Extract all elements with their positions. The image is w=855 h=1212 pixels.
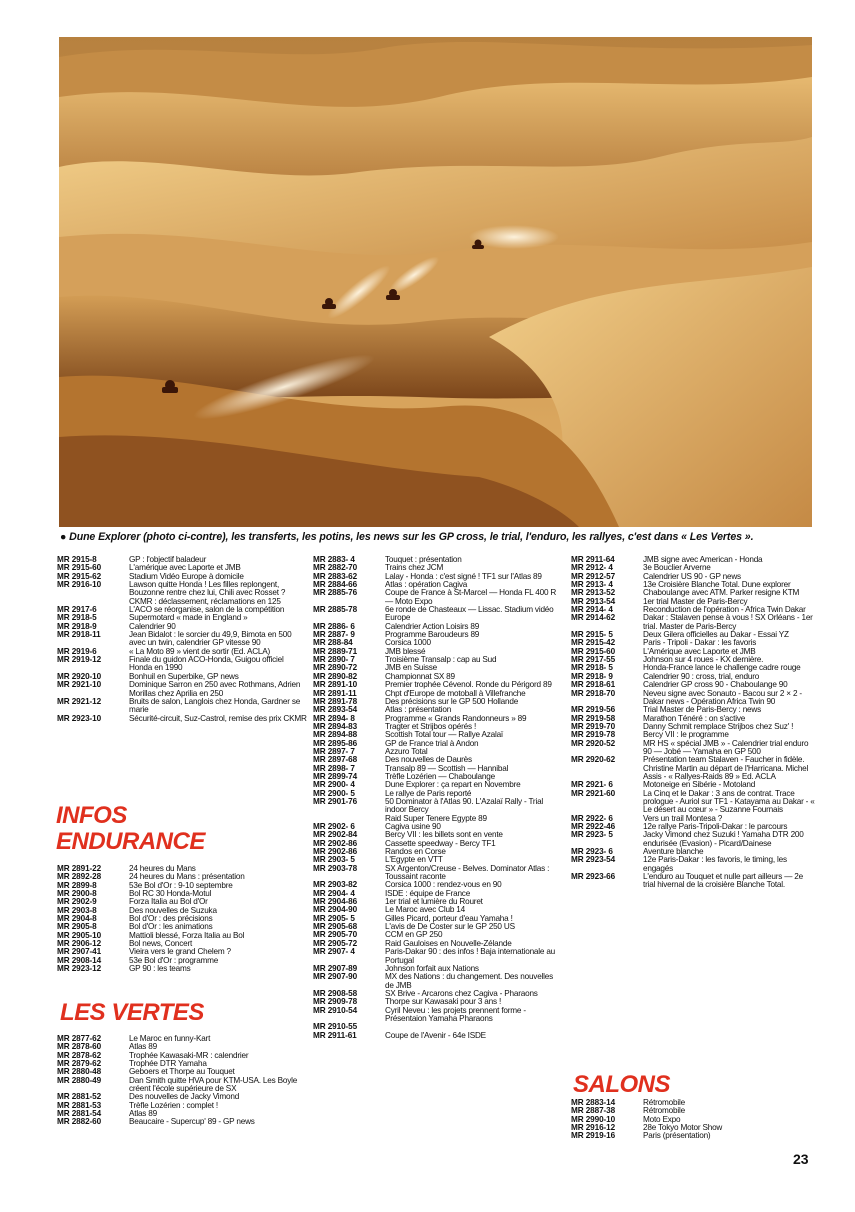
page-number: 23 <box>793 1151 809 1167</box>
article-title: Lawson quitte Honda ! Les filles replongent, Bouzonne rentre chez lui, Chili avec Rosset ? CKMR : déclassement, réclamations en 125 <box>129 580 286 606</box>
article-title: « La Moto 89 » vient de sortir (Ed. ACLA) <box>129 646 271 656</box>
issue-code: MR 2885-78 <box>313 605 358 615</box>
issue-code: MR 2886- 6 <box>313 621 355 631</box>
issue-code: MR 2920-52 <box>571 738 616 748</box>
infos-heading-line2: ENDURANCE <box>56 828 205 855</box>
article-title: Calendrier US 90 - GP news <box>643 571 741 581</box>
issue-code: MR 2890-82 <box>313 671 358 681</box>
article-title: L'enduro au Touquet et nulle part ailleurs — 2e trial hivernal de la croisière Blanche Total. <box>643 872 803 890</box>
article-title: Rétromobile <box>643 1106 685 1116</box>
article-title: Programme « Grands Randonneurs » 89 <box>385 713 527 723</box>
article-title: Corsica 1000 : rendez-vous en 90 <box>385 880 502 890</box>
article-title: SX Argenton/Creuse - Belves. Dominator Atlas : Toussaint raconte <box>385 863 550 882</box>
article-title: Dune Explorer : ça repart en Novembre <box>385 780 521 790</box>
article-title: La Cinq et le Dakar : 3 ans de contrat. Trace prologue - Auriol sur TF1 - Katayama au Dakar - « Le désert au cœur » - Suzanne Fournais <box>643 788 815 815</box>
article-title: Paris (présentation) <box>643 1131 711 1141</box>
issue-code: MR 2899-74 <box>313 771 358 781</box>
article-title: Atlas 89 <box>129 1109 157 1119</box>
issue-code: MR 2900- 4 <box>313 780 355 790</box>
article-title: Le Maroc en funny-Kart <box>129 1034 211 1043</box>
issue-code: MR 2917-6 <box>57 605 97 615</box>
issue-code: MR 2923- 6 <box>571 847 613 857</box>
list-item <box>313 606 563 623</box>
article-title: 50 Dominator à l'Atlas 90. L'Azalaï Rally - Trial indoor Bercy <box>385 796 544 815</box>
article-title: L'amérique avec Laporte et JMB <box>129 563 241 573</box>
column-3-list <box>571 556 816 890</box>
article-title: JMB signe avec American - Honda <box>643 555 763 564</box>
article-title: Atlas : présentation <box>385 705 452 715</box>
article-title: Premier trophée Cévenol. Ronde du Périgord 89 <box>385 680 552 690</box>
issue-code: MR 2916-12 <box>571 1123 616 1133</box>
issue-code: MR 2901-76 <box>313 796 358 806</box>
issue-code: MR 2879-62 <box>57 1059 102 1069</box>
article-title: Cassette speedway - Bercy TF1 <box>385 838 496 848</box>
article-title: Moto Expo <box>643 1114 681 1124</box>
issue-code: MR 2922- 6 <box>571 813 613 823</box>
issue-code: MR 2904-8 <box>57 914 97 924</box>
issue-code: MR 2919-6 <box>57 646 97 656</box>
issue-code: MR 2905-10 <box>57 930 102 940</box>
issue-code: MR 2923-10 <box>57 713 102 723</box>
article-title: Trial Master de Paris-Bercy : news <box>643 705 762 715</box>
article-title: Des précisions sur le GP 500 Hollande <box>385 696 519 706</box>
article-title: Thorpe sur Kawasaki pour 3 ans ! <box>385 997 502 1007</box>
article-title: 1er trial Master de Paris-Bercy <box>643 596 748 606</box>
issue-code: MR 2921-10 <box>57 680 102 690</box>
list-item <box>571 690 816 707</box>
article-title: MR HS « spécial JMB » - Calendrier trial enduro 90 — Jobé — Yamaha en GP 500 <box>643 738 809 756</box>
article-title: GP 90 : les teams <box>129 964 191 974</box>
issue-code: MR 2902-9 <box>57 897 97 907</box>
issue-code: MR 2914- 4 <box>571 605 613 615</box>
article-title: Supermotard « made in England » <box>129 613 248 623</box>
issue-code: MR 2918- 9 <box>571 671 613 681</box>
issue-code: MR 2915- 5 <box>571 630 613 640</box>
article-title: Cagiva usine 90 <box>385 822 441 831</box>
issue-code: MR 2921-12 <box>57 696 102 706</box>
article-title: 3e Bouclier Arverne <box>643 563 711 573</box>
list-item <box>57 1077 307 1094</box>
issue-code: MR 2905-8 <box>57 922 97 932</box>
article-title: GP de France trial à Andon <box>385 738 479 748</box>
article-title: Randos en Corse <box>385 847 446 857</box>
issue-code: MR 2914-62 <box>571 613 616 623</box>
list-item <box>313 948 563 965</box>
article-title: Rétromobile <box>643 1098 685 1107</box>
article-title: Raid Super Tenere Egypte 89 <box>385 813 487 823</box>
article-title: Championnat SX 89 <box>385 671 455 681</box>
issue-code: MR 2891-78 <box>313 696 358 706</box>
issue-code: MR 2910-55 <box>313 1022 358 1032</box>
issue-code: MR 2910-54 <box>313 1005 358 1015</box>
issue-code: MR 2890- 7 <box>313 655 355 665</box>
article-title: Transalp 89 — Scottish — Hannibal <box>385 763 509 773</box>
issue-code: MR 2909-78 <box>313 997 358 1007</box>
issue-code: MR 2902-86 <box>313 847 358 857</box>
article-title: Troisième Transalp : cap au Sud <box>385 655 497 665</box>
list-item <box>571 856 816 873</box>
article-title: Azzuro Total <box>385 746 428 756</box>
article-title: Johnson forfait aux Nations <box>385 963 479 973</box>
article-title: Trains chez JCM <box>385 563 444 573</box>
issue-code: MR 2903- 5 <box>313 855 355 865</box>
article-title: CCM en GP 250 <box>385 930 443 940</box>
article-title: 24 heures du Mans <box>129 864 196 873</box>
article-title: Dominique Sarron en 250 avec Rothmans, Adrien Morillas chez Aprilia en 250 <box>129 680 301 698</box>
issue-code: MR 2918-5 <box>57 613 97 623</box>
issue-code: MR 2913- 4 <box>571 580 613 590</box>
list-item <box>57 715 307 723</box>
issue-code: MR 2894-83 <box>313 721 358 731</box>
list-item <box>571 756 816 781</box>
article-title: L'ACO se réorganise, salon de la compétition <box>129 605 285 615</box>
issue-code: MR 2881-53 <box>57 1100 102 1110</box>
article-title: 12e rallye Paris-Tripoli-Dakar : le parcours <box>643 822 788 831</box>
article-title: Bercy VII : les billets sont en vente <box>385 830 503 840</box>
issue-code: MR 2913-52 <box>571 588 616 598</box>
article-title: Des nouvelles de Daurès <box>385 755 472 765</box>
article-title: Cyril Neveu : les projets prennent forme - Présentaion Yamaha Pharaons <box>385 1005 526 1023</box>
article-title: Johnson sur 4 roues - KX dernière. <box>643 655 764 665</box>
photo-caption: ● Dune Explorer (photo ci-contre), les transferts, les potins, les news sur les GP cross, le trial, l'enduro, les rallyes, c'est dans « Les Vertes ». <box>60 531 754 543</box>
list-item <box>57 698 307 715</box>
issue-code: MR 2919-16 <box>571 1131 616 1141</box>
issue-code: MR 2891-22 <box>57 864 102 873</box>
article-title: 13e Croisière Blanche Total. Dune explorer <box>643 580 791 590</box>
issue-code: MR 2897- 7 <box>313 746 355 756</box>
list-item <box>313 1032 563 1040</box>
issue-code: MR 2907-90 <box>313 972 358 982</box>
issue-code: MR 2900-8 <box>57 889 97 899</box>
list-item <box>571 790 816 815</box>
issue-code: MR 2905- 5 <box>313 913 355 923</box>
issue-code: MR 2881-52 <box>57 1092 102 1102</box>
issue-code: MR 2922-46 <box>571 822 616 831</box>
article-title: Bonhuil en Superbike, GP news <box>129 671 239 681</box>
infos-heading-line1: INFOS <box>56 802 127 829</box>
issue-code: MR 2923-12 <box>57 964 102 974</box>
issue-code: MR 2891-11 <box>313 688 357 698</box>
article-title: GP : l'objectif baladeur <box>129 555 207 564</box>
article-title: Calendrier 90 <box>129 621 176 631</box>
article-title: Dakar : Stalaven pense à vous ! SX Orléans - 1er trial. Master de Paris-Bercy <box>643 613 813 631</box>
article-title: Programme Baroudeurs 89 <box>385 630 480 640</box>
issue-code: MR 2905-68 <box>313 922 358 932</box>
article-title: Trèfle Lozérien : complet ! <box>129 1100 218 1110</box>
list-item <box>57 965 307 973</box>
list-item <box>313 589 563 606</box>
issue-code: MR 2889-71 <box>313 646 358 656</box>
list-item <box>571 831 816 848</box>
article-title: Honda-France lance le challenge cadre rouge <box>643 663 801 673</box>
issue-code: MR 2990-10 <box>571 1114 616 1124</box>
article-title: JMB blessé <box>385 646 426 656</box>
issue-code: MR 2903-82 <box>313 880 358 890</box>
article-title: Trèfle Lozérien — Chaboulange <box>385 771 495 781</box>
article-title: SX Brive - Arcarons chez Cagiva - Pharaons <box>385 988 538 998</box>
salons-heading: SALONS <box>573 1071 671 1098</box>
list-item <box>571 740 816 757</box>
issue-code: MR 2894- 8 <box>313 713 355 723</box>
list-item <box>57 681 307 698</box>
issue-code: MR 2915-60 <box>57 563 102 573</box>
article-title: Aventure blanche <box>643 847 704 857</box>
issue-code: MR 2919-78 <box>571 730 616 740</box>
issue-code: MR 2892-28 <box>57 872 102 882</box>
issue-code: MR 2883-62 <box>313 571 358 581</box>
article-title: Coupe de l'Avenir - 64e ISDE <box>385 1030 486 1040</box>
article-title: Bol news, Concert <box>129 939 193 949</box>
issue-code: MR 2905-72 <box>313 938 358 948</box>
issue-code: MR 2885-76 <box>313 588 358 598</box>
article-title: Danny Schmit remplace Strijbos chez Suz' ! <box>643 721 794 731</box>
list-item <box>313 798 563 815</box>
issue-code: MR 2908-14 <box>57 955 102 965</box>
list-item <box>313 865 563 882</box>
article-title: Bol d'Or : des précisions <box>129 914 213 924</box>
article-title: Corsica 1000 <box>385 638 431 648</box>
article-title: Finale du guidon ACO-Honda, Guigou officiel Honda en 1990 <box>129 655 284 673</box>
article-title: Lalay - Honda : c'est signé ! TF1 sur l'Atlas 89 <box>385 571 542 581</box>
article-title: Coupe de France à St-Marcel — Honda FL 400 R — Moto Expo <box>385 588 557 606</box>
issue-code: MR 2903-78 <box>313 863 358 873</box>
issue-code: MR 2895-86 <box>313 738 358 748</box>
issue-code: MR 2907- 4 <box>313 947 355 957</box>
issue-code: MR 2890-72 <box>313 663 358 673</box>
article-title: Jacky Vimond chez Suzuki ! Yamaha DTR 200 endurisée (Evasion) - Picard/Dainese <box>643 830 804 848</box>
issue-code: MR 2911-64 <box>571 555 615 564</box>
issue-code: MR 2918-61 <box>571 680 616 690</box>
article-title: Gilles Picard, porteur d'eau Yamaha ! <box>385 913 513 923</box>
issue-code: MR 2878-60 <box>57 1042 102 1052</box>
issue-code: MR 2923-66 <box>571 872 616 882</box>
article-title: Marathon Ténéré : on s'active <box>643 713 746 723</box>
issue-code: MR 2919-12 <box>57 655 102 665</box>
issue-code: MR 2921-60 <box>571 788 616 798</box>
issue-code: MR 2913-54 <box>571 596 616 606</box>
article-title: Vers un trail Montesa ? <box>643 813 723 823</box>
article-title: L'Egypte en VTT <box>385 855 443 865</box>
list-item <box>571 614 816 631</box>
article-title: Motoneige en Sibérie - Motoland <box>643 780 756 790</box>
article-title: Beaucaire - Supercup' 89 - GP news <box>129 1117 255 1127</box>
article-title: Bol RC 30 Honda-Motul <box>129 889 212 899</box>
article-title: 28e Tokyo Motor Show <box>643 1123 723 1133</box>
issue-code: MR 2911-61 <box>313 1030 357 1040</box>
article-title: 24 heures du Mans : présentation <box>129 872 245 882</box>
article-title: Scottish Total tour — Rallye Azalaï <box>385 730 503 740</box>
issue-code: MR 2921- 6 <box>571 780 613 790</box>
issue-code: MR 2900- 5 <box>313 788 355 798</box>
article-title: 53e Bol d'Or : programme <box>129 955 219 965</box>
issue-code: MR 2917-55 <box>571 655 616 665</box>
issue-code: MR 2918-11 <box>57 630 101 640</box>
article-title: Bercy VII : le programme <box>643 730 729 740</box>
issue-code: MR 2912-57 <box>571 571 616 581</box>
article-title: Calendrier 90 : cross, trial, enduro <box>643 671 760 681</box>
issue-code: MR 288-84 <box>313 638 353 648</box>
article-title: Des nouvelles de Jacky Vimond <box>129 1092 240 1102</box>
article-title: Chaboulange avec ATM. Parker resigne KTM <box>643 588 800 598</box>
issue-code: MR 2878-62 <box>57 1050 102 1060</box>
list-item <box>57 656 307 673</box>
issue-code: MR 2904-90 <box>313 905 358 915</box>
article-title: Calendrier GP cross 90 - Chaboulange 90 <box>643 680 788 690</box>
article-title: ISDE : équipe de France <box>385 888 471 898</box>
article-title: 53e Bol d'Or : 9-10 septembre <box>129 880 233 890</box>
article-title: Trophée DTR Yamaha <box>129 1059 207 1069</box>
issue-code: MR 2887- 9 <box>313 630 355 640</box>
issue-code: MR 2905-70 <box>313 930 358 940</box>
issue-code: MR 2902-84 <box>313 830 358 840</box>
article-title: Vieira vers le grand Chelem ? <box>129 947 231 957</box>
issue-code: MR 2899-8 <box>57 880 97 890</box>
article-title: L'avis de De Coster sur le GP 250 US <box>385 922 515 932</box>
article-title: Jean Bidalot : le sorcier du 49,9, Bimota en 500 avec un twin, calendrier GP vitesse 90 <box>129 630 292 648</box>
article-title: 6e ronde de Chasteaux — Lissac. Stadium vidéo Europe <box>385 605 554 623</box>
article-title: Sécurité-circuit, Suz-Castrol, remise des prix CKMR <box>129 713 307 723</box>
issue-code: MR 2915-62 <box>57 571 102 581</box>
list-item <box>313 1007 563 1024</box>
article-title: Le Maroc avec Club 14 <box>385 905 465 915</box>
issue-code: MR 2884-66 <box>313 580 358 590</box>
issue-code: MR 2893-54 <box>313 705 358 715</box>
les-vertes-heading: LES VERTES <box>60 999 204 1026</box>
article-title: Touquet : présentation <box>385 555 462 564</box>
issue-code: MR 2919-56 <box>571 705 616 715</box>
list-item <box>571 873 816 890</box>
article-title: Atlas 89 <box>129 1042 157 1052</box>
issue-code: MR 2883- 4 <box>313 555 355 564</box>
issue-code: MR 2915-42 <box>571 638 616 648</box>
article-title: L'Amérique avec Laporte et JMB <box>643 646 756 656</box>
desert-dune-photo <box>59 37 812 527</box>
article-title: Atlas : opération Cagiva <box>385 580 468 590</box>
article-title: Deux Gilera officielles au Dakar - Essai YZ <box>643 630 789 640</box>
issue-code: MR 2906-12 <box>57 939 102 949</box>
article-title: Chpt d'Europe de motoball à Villefranche <box>385 688 526 698</box>
list-item <box>313 973 563 990</box>
issue-code: MR 2902-86 <box>313 838 358 848</box>
article-title: Stadium Vidéo Europe à domicile <box>129 571 244 581</box>
issue-code: MR 2904-86 <box>313 897 358 907</box>
issue-code: MR 2883-14 <box>571 1098 616 1107</box>
issue-code: MR 2882-60 <box>57 1117 102 1127</box>
issue-code: MR 2880-48 <box>57 1067 102 1077</box>
issue-code: MR 2908-58 <box>313 988 358 998</box>
article-title: Trophée Kawasaki-MR : calendrier <box>129 1050 249 1060</box>
article-title: Forza Italia au Bol d'Or <box>129 897 208 907</box>
article-title: Bruits de salon, Langlois chez Honda, Gardner se marie <box>129 696 301 715</box>
article-title: Paris - Tripoli - Dakar : les favoris <box>643 638 757 648</box>
issue-code: MR 2898- 7 <box>313 763 355 773</box>
issue-code: MR 2918- 5 <box>571 663 613 673</box>
article-title: Raid Gauloises en Nouvelle-Zélande <box>385 938 512 948</box>
issue-code: MR 2920-10 <box>57 671 102 681</box>
issue-code: MR 2923-54 <box>571 855 616 865</box>
article-title: Neveu signe avec Sonauto - Bacou sur 2 × 2 - Dakar news - Opération Africa Twin 90 <box>643 688 802 706</box>
salons-list <box>571 1099 816 1141</box>
list-item <box>57 581 307 606</box>
article-title: Calendrier Action Loisirs 89 <box>385 621 480 631</box>
issue-code: MR 2907-89 <box>313 963 358 973</box>
article-title: MX des Nations : du changement. Des nouvelles de JMB <box>385 972 554 990</box>
article-title: Mattioli blessé, Forza Italia au Bol <box>129 930 245 940</box>
article-title: Des nouvelles de Suzuka <box>129 905 217 915</box>
dune-illustration <box>59 37 812 527</box>
article-title: Présentation team Stalaven - Faucher in fidèle. Christine Martin au départ de l'Harricana. Michel Assis - « Rallyes-Raids 89 » Ed. ACLA <box>643 755 809 781</box>
issue-code: MR 2918-9 <box>57 621 97 631</box>
article-title: Le rallye de Paris reporté <box>385 788 472 798</box>
issue-code: MR 2902- 6 <box>313 822 355 831</box>
column-2-list <box>313 556 563 1040</box>
issue-code: MR 2880-49 <box>57 1075 102 1085</box>
article-title: Reconduction de l'opération - Africa Twin Dakar <box>643 605 806 615</box>
les-vertes-list <box>57 1035 307 1127</box>
issue-code: MR 2912- 4 <box>571 563 613 573</box>
column-1-list <box>57 556 307 723</box>
article-title: Bol d'Or : les animations <box>129 922 213 932</box>
issue-code: MR 2891-10 <box>313 680 358 690</box>
article-title: Dan Smith quitte HVA pour KTM-USA. Les Boyle créent l'école supérieure de SX <box>129 1075 298 1094</box>
issue-code: MR 2903-8 <box>57 905 97 915</box>
list-item <box>57 631 307 648</box>
issue-code: MR 2919-58 <box>571 713 616 723</box>
issue-code: MR 2887-38 <box>571 1106 616 1116</box>
issue-code: MR 2920-62 <box>571 755 616 765</box>
issue-code: MR 2881-54 <box>57 1109 102 1119</box>
list-item <box>57 1118 307 1126</box>
issue-code: MR 2919-70 <box>571 721 616 731</box>
article-title: Geboers et Thorpe au Touquet <box>129 1067 235 1077</box>
article-title: 1er trial et lumière du Rouret <box>385 897 483 907</box>
issue-code: MR 2923- 5 <box>571 830 613 840</box>
issue-code: MR 2915-60 <box>571 646 616 656</box>
issue-code: MR 2904- 4 <box>313 888 355 898</box>
list-item <box>571 1132 816 1140</box>
article-title: JMB en Suisse <box>385 663 438 673</box>
issue-code: MR 2907-41 <box>57 947 102 957</box>
issue-code: MR 2918-70 <box>571 688 616 698</box>
issue-code: MR 2915-8 <box>57 555 97 564</box>
article-title: Tragter et Strijbos opérés ! <box>385 721 477 731</box>
issue-code: MR 2897-68 <box>313 755 358 765</box>
issue-code: MR 2877-62 <box>57 1034 102 1043</box>
infos-endurance-list <box>57 865 307 973</box>
article-title: Paris-Dakar 90 : des infos ! Baja internationale au Portugal <box>385 947 556 965</box>
article-title: 12e Paris-Dakar : les favoris, le timing, les engagés <box>643 855 787 873</box>
issue-code: MR 2916-10 <box>57 580 102 590</box>
issue-code: MR 2894-88 <box>313 730 358 740</box>
issue-code: MR 2882-70 <box>313 563 358 573</box>
